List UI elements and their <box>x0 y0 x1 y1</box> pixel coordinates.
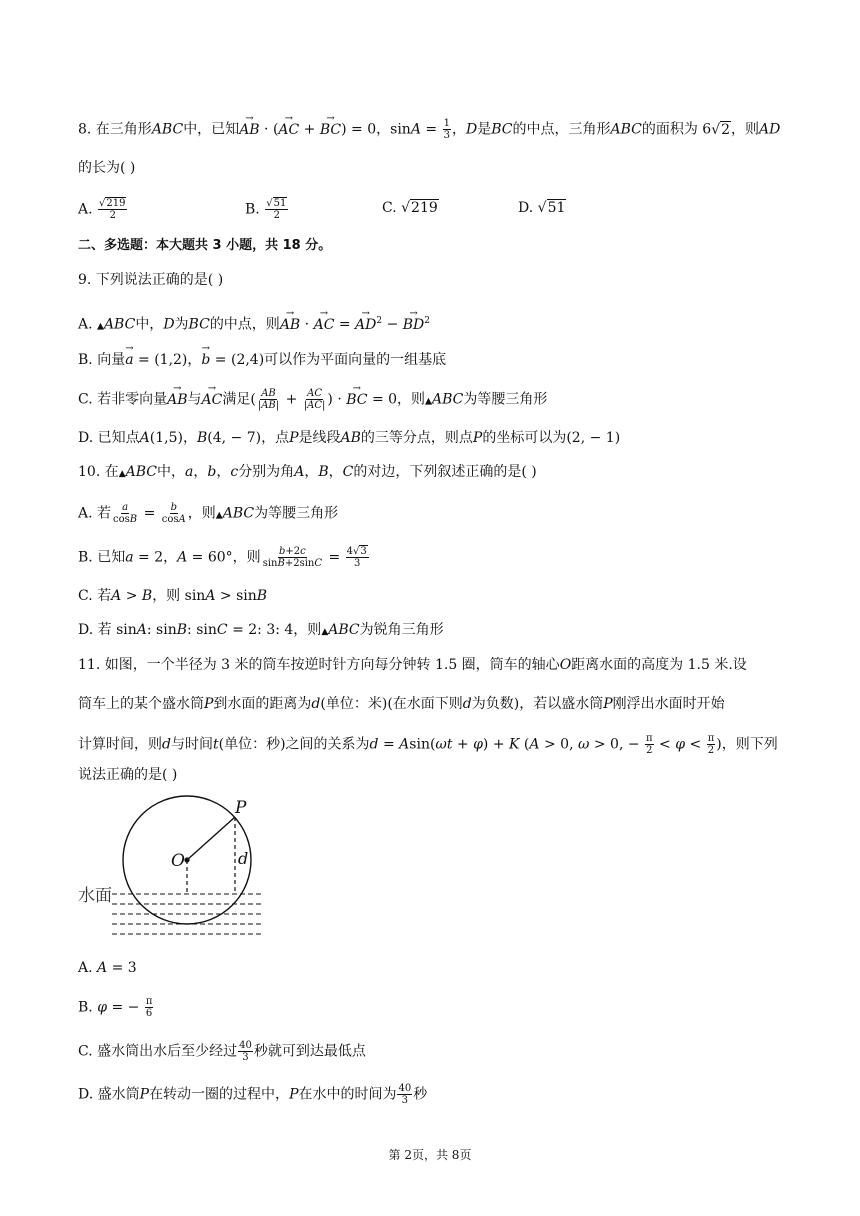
q10-option-a: A. 若 $\frac{a}{\cos B}$ = $\frac{b}{\cos A}$ ，则▲ABC为等腰三角形 <box>78 502 339 525</box>
q9-option-a: A. ▲ABC中，D为BC的中点，则→ AB · → AC = → $AD^2$ − → $BD^2$ <box>78 311 430 337</box>
q10-stem: 10. 在▲ABC中，a，b，c分别为角A，B，C的对边，下列叙述正确的是( ) <box>78 464 537 480</box>
q11-line2: 筒车上的某个盛水筒P到水面的距离为d(单位：米)(在水面下则d为负数)，若以盛水筒P刚浮出水面时开始 <box>78 696 725 712</box>
q8-option-a: A. $\frac{√219}{2}$ <box>78 198 126 221</box>
page-footer: 第 2页，共 8页 <box>388 1148 472 1162</box>
q8-line1: 8. 在三角形ABC中，已知→ AB · (→ AC + → BC) = 0，sinA = $\frac{1}{3}$ ，D是BC的中点，三角形ABC的面积为 6√2，则AD <box>78 118 780 141</box>
q8-option-b: B. $\frac{√51}{2}$ <box>245 198 287 221</box>
q8-line2: 的长为( ) <box>78 160 136 176</box>
q11-line4: 说法正确的是( ) <box>78 767 178 783</box>
q9-option-b: B. 向量→ a = (1,2)，→ b = (2,4)可以作为平面向量的一组基底 <box>78 350 446 370</box>
section-heading: 二、多选题：本大题共 3 小题，共 18 分。 <box>78 238 332 253</box>
label-d: d <box>238 849 249 868</box>
q10-option-c: C. 若A > B，则 sinA > sinB <box>78 588 268 604</box>
q11-option-b: B. φ = − $\frac{\pi}{6}$ <box>78 996 153 1019</box>
q8-option-d: D. √51 <box>518 200 566 216</box>
q11-option-d: D. 盛水筒P在转动一圈的过程中，P在水中的时间为 $\frac{40}{3}$ 秒 <box>78 1083 428 1106</box>
q11-option-c: C. 盛水筒出水后至少经过 $\frac{40}{3}$ 秒就可到达最低点 <box>78 1040 366 1063</box>
label-water: 水面 <box>78 886 112 906</box>
q9-stem: 9. 下列说法正确的是( ) <box>78 272 224 288</box>
q10-option-b: B. 已知a = 2，A = 60°，则 $\frac{b+2c}{\sin B+2\sin C}$ = $\frac{4√3}{3}$ <box>78 546 367 569</box>
label-p: P <box>235 798 247 818</box>
waterwheel-figure <box>76 786 276 946</box>
label-o: O <box>171 851 185 871</box>
q9-option-d: D. 已知点A(1,5)，B(4, − 7)，点P是线段AB的三等分点，则点P的坐标可以为(2, − 1) <box>78 430 621 446</box>
q11-line3: 计算时间，则d与时间t(单位：秒)之间的关系为d = Asin(ωt + φ) + K (A > 0, ω > 0, − $\frac{\pi}{2}$ < φ < $\frac{\pi}{2}$ )，则下列 <box>78 733 778 756</box>
radius-line <box>187 817 235 860</box>
q9-option-c: C. 若非零向量→ AB与→ AC满足( $\frac{AB}{|AB|}$ + $\frac{AC}{|AC|}$ ) · → BC = 0，则▲ABC为等腰三角形 <box>78 388 547 412</box>
q11-option-a: A. A = 3 <box>78 960 137 976</box>
q10-option-d: D. 若 sinA: sinB: sinC = 2: 3: 4，则▲ABC为锐角三角形 <box>78 622 444 638</box>
q8-option-c: C. √219 <box>382 200 438 216</box>
q11-line1: 11. 如图，一个半径为 3 米的筒车按逆时针方向每分钟转 1.5 圈，筒车的轴心O距离水面的高度为 1.5 米.设 <box>78 657 747 673</box>
